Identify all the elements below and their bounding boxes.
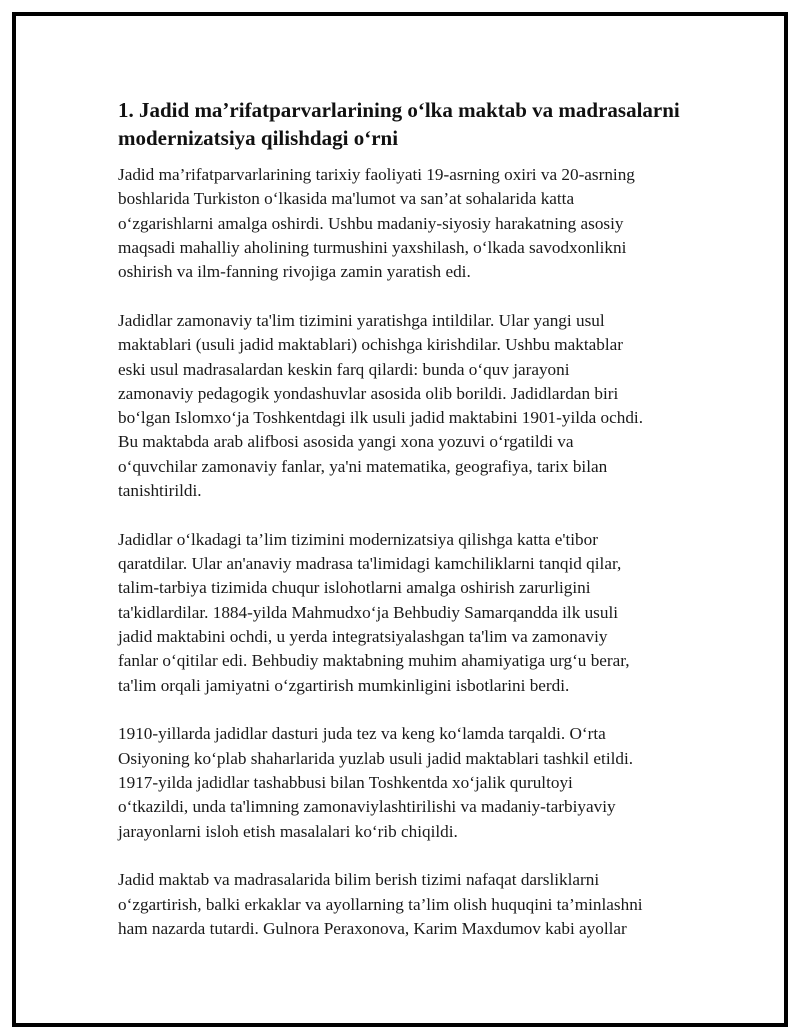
page-frame: [12, 12, 788, 1027]
text-line: 1917-yilda jadidlar tashabbusi bilan Toshkentda xo‘jalik qurultoyi: [118, 773, 573, 793]
text-line: tanishtirildi.: [118, 481, 202, 501]
text-line: bo‘lgan Islomxo‘ja Toshkentdagi ilk usuli jadid maktabini 1901-yilda ochdi.: [118, 408, 644, 428]
paragraph-2: [118, 309, 698, 503]
text-line: o‘zgartirish, balki erkaklar va ayollarning ta’lim olish huquqini ta’minlashni: [118, 894, 643, 914]
heading-line: modernizatsiya qilishdagi o‘rni: [118, 126, 399, 150]
paragraph-4: [118, 722, 698, 843]
text-line: jadid maktabini ochdi, u yerda integratsiyalashgan ta'lim va zamonaviy: [118, 627, 608, 647]
text-line: Jadid ma’rifatparvarlarining tarixiy faoliyati 19-asrning oxiri va 20-asrning: [118, 165, 635, 184]
text-line: Osiyoning ko‘plab shaharlarida yuzlab usuli jadid maktablari tashkil etildi.: [118, 748, 634, 768]
text-line: o‘quvchilar zamonaviy fanlar, ya'ni matematika, geografiya, tarix bilan: [118, 456, 608, 476]
heading-line: 1. Jadid ma’rifatparvarlarining o‘lka maktab va madrasalarni: [118, 98, 680, 122]
text-line: Jadidlar zamonaviy ta'lim tizimini yaratishga intildilar. Ular yangi usul: [118, 310, 605, 330]
text-line: oshirish va ilm-fanning rivojiga zamin yaratish edi.: [118, 262, 471, 282]
text-line: talim-tarbiya tizimida chuqur islohotlarni amalga oshirish zarurligini: [118, 578, 591, 598]
text-line: eski usul madrasalardan keskin farq qilardi: bunda o‘quv jarayoni: [118, 359, 570, 379]
text-line: Jadid maktab va madrasalarida bilim berish tizimi nafaqat darsliklarni: [118, 870, 600, 890]
text-line: 1910-yillarda jadidlar dasturi juda tez va keng ko‘lamda tarqaldi. O‘rta: [118, 724, 606, 744]
text-line: o‘tkazildi, unda ta'limning zamonaviylashtirilishi va madaniy-tarbiyaviy: [118, 797, 616, 817]
paragraph-3: [118, 528, 698, 698]
section-heading: [118, 96, 698, 152]
text-line: zamonaviy pedagogik yondashuvlar asosida olib borildi. Jadidlardan biri: [118, 383, 619, 403]
paragraph-1: [118, 163, 698, 284]
text-line: ta'lim orqali jamiyatni o‘zgartirish mumkinligini isbotlarini berdi.: [118, 675, 570, 695]
text-line: jarayonlarni isloh etish masalalari ko‘rib chiqildi.: [118, 821, 458, 841]
text-line: fanlar o‘qitilar edi. Behbudiy maktabning muhim ahamiyatiga urg‘u berar,: [118, 651, 630, 671]
text-line: qaratdilar. Ular an'anaviy madrasa ta'limidagi kamchiliklarni tanqid qilar,: [118, 554, 622, 574]
text-line: o‘zgarishlarni amalga oshirdi. Ushbu madaniy-siyosiy harakatning asosiy: [118, 213, 624, 233]
text-line: ta'kidlardilar. 1884-yilda Mahmudxo‘ja Behbudiy Samarqandda ilk usuli: [118, 602, 619, 622]
text-line: ham nazarda tutardi. Gulnora Peraxonova, Karim Maxdumov kabi ayollar: [118, 919, 627, 939]
text-line: Jadidlar o‘lkadagi ta’lim tizimini modernizatsiya qilishga katta e'tibor: [118, 529, 598, 549]
text-line: maqsadi mahalliy aholining turmushini yaxshilash, o‘lkada savodxonlikni: [118, 237, 627, 257]
text-line: Bu maktabda arab alifbosi asosida yangi xona yozuvi o‘rgatildi va: [118, 432, 574, 452]
document-body: [118, 96, 698, 966]
paragraph-5: [118, 868, 698, 941]
text-line: maktablari (usuli jadid maktablari) ochishga kirishdilar. Ushbu maktablar: [118, 335, 623, 355]
text-line: boshlarida Turkiston o‘lkasida ma'lumot va san’at sohalarida katta: [118, 189, 575, 209]
